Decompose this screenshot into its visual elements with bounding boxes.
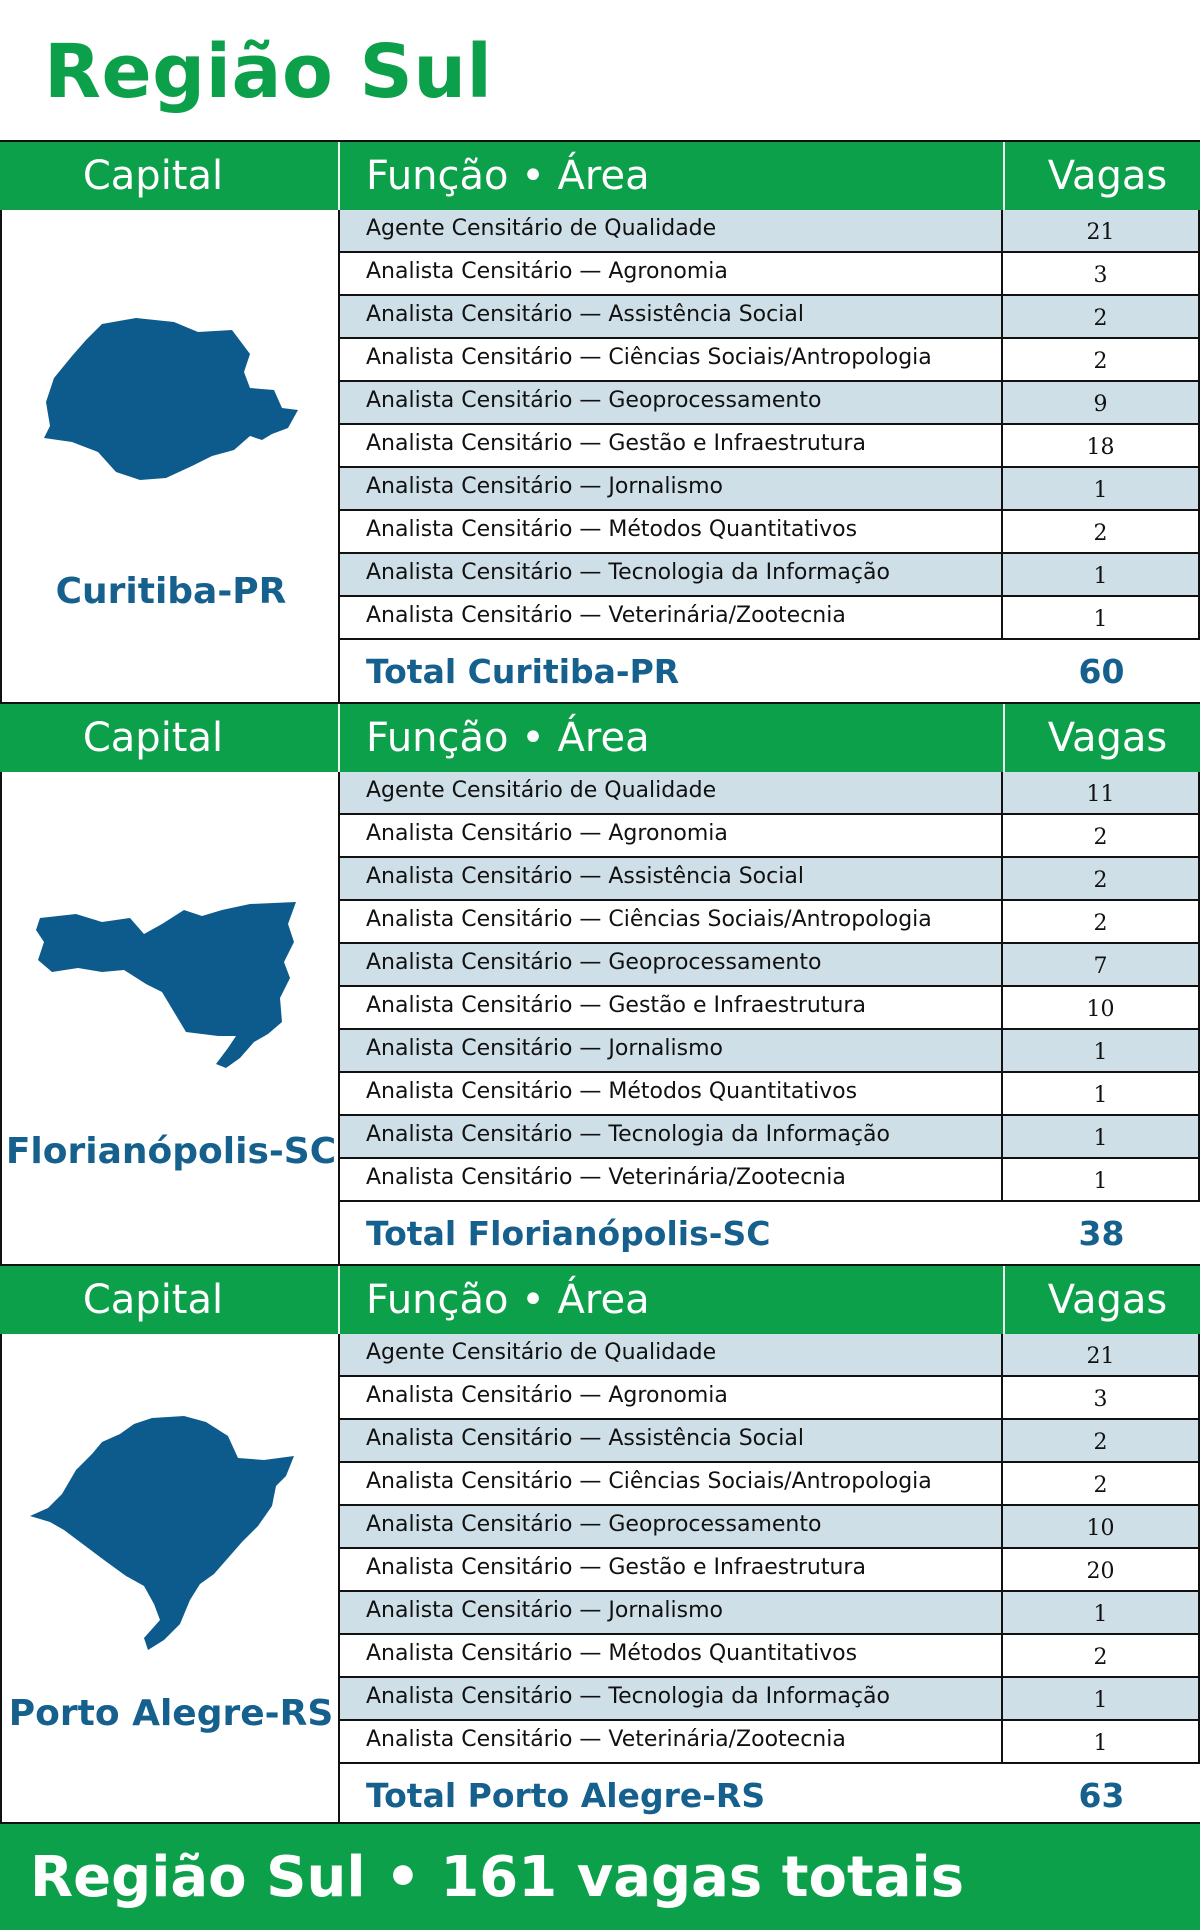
total-label: Total Florianópolis-SC (366, 1214, 771, 1253)
city-name: Porto Alegre-RS (8, 1693, 334, 1734)
table-row (340, 1334, 1200, 1377)
vagas-cell: 18 (1003, 425, 1200, 466)
capital-cell (0, 1334, 340, 1826)
vagas-cell: 10 (1003, 987, 1200, 1028)
header-funcao-area: Função • Área (338, 704, 1003, 774)
vagas-cell: 21 (1003, 1334, 1200, 1375)
total-label: Total Curitiba-PR (366, 652, 680, 691)
funcao-cell: Analista Censitário — Ciências Sociais/Antropologia (340, 901, 1003, 942)
funcao-cell: Analista Censitário — Jornalismo (340, 1592, 1003, 1633)
funcao-cell: Analista Censitário — Gestão e Infraestrutura (340, 1549, 1003, 1590)
total-row (340, 1202, 1200, 1264)
table-row (340, 339, 1200, 382)
table-row (340, 901, 1200, 944)
vagas-cell: 1 (1003, 1159, 1200, 1200)
vagas-cell: 11 (1003, 772, 1200, 813)
table-row (340, 1073, 1200, 1116)
funcao-cell: Analista Censitário — Métodos Quantitativos (340, 1073, 1003, 1114)
funcao-cell: Analista Censitário — Veterinária/Zootecnia (340, 597, 1003, 638)
vagas-cell: 2 (1003, 901, 1200, 942)
vagas-cell: 1 (1003, 1678, 1200, 1719)
table-header (0, 702, 1200, 772)
funcao-cell: Analista Censitário — Gestão e Infraestrutura (340, 425, 1003, 466)
page-title: Região Sul (44, 29, 493, 115)
table-row (340, 944, 1200, 987)
funcao-cell: Analista Censitário — Jornalismo (340, 1030, 1003, 1071)
total-value: 60 (1078, 652, 1125, 691)
vagas-cell: 2 (1003, 339, 1200, 380)
table-row (340, 815, 1200, 858)
table-row (340, 1116, 1200, 1159)
vagas-cell: 20 (1003, 1549, 1200, 1590)
table-header (0, 1264, 1200, 1334)
footer-text: Região Sul • 161 vagas totais (30, 1845, 965, 1910)
header-vagas: Vagas (1003, 1266, 1200, 1336)
vagas-cell: 3 (1003, 1377, 1200, 1418)
vagas-cell: 21 (1003, 210, 1200, 251)
vagas-cell: 1 (1003, 597, 1200, 638)
region-block-curitiba (0, 140, 1200, 702)
vagas-cell: 2 (1003, 296, 1200, 337)
table-row (340, 554, 1200, 597)
city-name: Curitiba-PR (55, 571, 287, 612)
funcao-cell: Analista Censitário — Tecnologia da Informação (340, 1678, 1003, 1719)
table-rows (340, 1334, 1200, 1764)
table-row (340, 1030, 1200, 1073)
table-row (340, 772, 1200, 815)
table-row (340, 1721, 1200, 1764)
table-row (340, 511, 1200, 554)
funcao-cell: Analista Censitário — Veterinária/Zootecnia (340, 1721, 1003, 1762)
santa-catarina-map-icon (32, 902, 302, 1077)
rio-grande-do-sul-map-icon (28, 1414, 298, 1654)
region-block-porto-alegre (0, 1264, 1200, 1826)
city-name: Florianópolis-SC (5, 1131, 337, 1172)
capital-cell (0, 772, 340, 1264)
vagas-cell: 9 (1003, 382, 1200, 423)
table-rows (340, 772, 1200, 1202)
total-value: 63 (1078, 1776, 1125, 1815)
vagas-cell: 2 (1003, 1420, 1200, 1461)
funcao-cell: Analista Censitário — Assistência Social (340, 1420, 1003, 1461)
table-row (340, 296, 1200, 339)
table-row (340, 987, 1200, 1030)
table-row (340, 1159, 1200, 1202)
total-label: Total Porto Alegre-RS (366, 1776, 766, 1815)
region-block-florianopolis (0, 702, 1200, 1264)
total-row (340, 640, 1200, 702)
total-row (340, 1764, 1200, 1826)
vagas-cell: 1 (1003, 1073, 1200, 1114)
funcao-cell: Analista Censitário — Jornalismo (340, 468, 1003, 509)
table-row (340, 468, 1200, 511)
table-row (340, 1463, 1200, 1506)
vagas-cell: 2 (1003, 1463, 1200, 1504)
table-row (340, 382, 1200, 425)
funcao-cell: Analista Censitário — Ciências Sociais/Antropologia (340, 339, 1003, 380)
vagas-cell: 1 (1003, 1592, 1200, 1633)
funcao-cell: Agente Censitário de Qualidade (340, 772, 1003, 813)
vagas-cell: 2 (1003, 858, 1200, 899)
funcao-cell: Agente Censitário de Qualidade (340, 1334, 1003, 1375)
funcao-cell: Analista Censitário — Assistência Social (340, 858, 1003, 899)
funcao-cell: Analista Censitário — Geoprocessamento (340, 1506, 1003, 1547)
table-row (340, 210, 1200, 253)
vagas-cell: 3 (1003, 253, 1200, 294)
table-row (340, 425, 1200, 468)
table-row (340, 1635, 1200, 1678)
funcao-cell: Analista Censitário — Métodos Quantitativos (340, 1635, 1003, 1676)
table-row (340, 858, 1200, 901)
vagas-cell: 1 (1003, 1116, 1200, 1157)
header-vagas: Vagas (1003, 704, 1200, 774)
vagas-cell: 1 (1003, 1030, 1200, 1071)
capital-cell (0, 210, 340, 702)
vagas-cell: 1 (1003, 1721, 1200, 1762)
funcao-cell: Analista Censitário — Agronomia (340, 815, 1003, 856)
table-row (340, 1678, 1200, 1721)
table-row (340, 1592, 1200, 1635)
funcao-cell: Analista Censitário — Veterinária/Zootecnia (340, 1159, 1003, 1200)
header-vagas: Vagas (1003, 142, 1200, 212)
funcao-cell: Analista Censitário — Tecnologia da Informação (340, 1116, 1003, 1157)
funcao-cell: Analista Censitário — Geoprocessamento (340, 382, 1003, 423)
funcao-cell: Analista Censitário — Métodos Quantitativos (340, 511, 1003, 552)
header-funcao-area: Função • Área (338, 142, 1003, 212)
funcao-cell: Analista Censitário — Agronomia (340, 253, 1003, 294)
table-row (340, 1506, 1200, 1549)
table-row (340, 597, 1200, 640)
vagas-cell: 2 (1003, 815, 1200, 856)
vagas-cell: 2 (1003, 1635, 1200, 1676)
header-capital: Capital (82, 1277, 224, 1323)
funcao-cell: Agente Censitário de Qualidade (340, 210, 1003, 251)
vagas-cell: 1 (1003, 468, 1200, 509)
funcao-cell: Analista Censitário — Tecnologia da Informação (340, 554, 1003, 595)
vagas-cell: 7 (1003, 944, 1200, 985)
table-rows (340, 210, 1200, 640)
table-row (340, 253, 1200, 296)
table-header (0, 140, 1200, 210)
parana-map-icon (36, 310, 316, 490)
header-capital: Capital (82, 153, 224, 199)
table-row (340, 1420, 1200, 1463)
funcao-cell: Analista Censitário — Ciências Sociais/Antropologia (340, 1463, 1003, 1504)
vagas-cell: 10 (1003, 1506, 1200, 1547)
header-capital: Capital (82, 715, 224, 761)
table-row (340, 1549, 1200, 1592)
header-funcao-area: Função • Área (338, 1266, 1003, 1336)
vagas-cell: 2 (1003, 511, 1200, 552)
table-row (340, 1377, 1200, 1420)
total-value: 38 (1078, 1214, 1125, 1253)
funcao-cell: Analista Censitário — Gestão e Infraestrutura (340, 987, 1003, 1028)
vagas-cell: 1 (1003, 554, 1200, 595)
footer-banner (0, 1822, 1200, 1930)
funcao-cell: Analista Censitário — Geoprocessamento (340, 944, 1003, 985)
funcao-cell: Analista Censitário — Agronomia (340, 1377, 1003, 1418)
funcao-cell: Analista Censitário — Assistência Social (340, 296, 1003, 337)
